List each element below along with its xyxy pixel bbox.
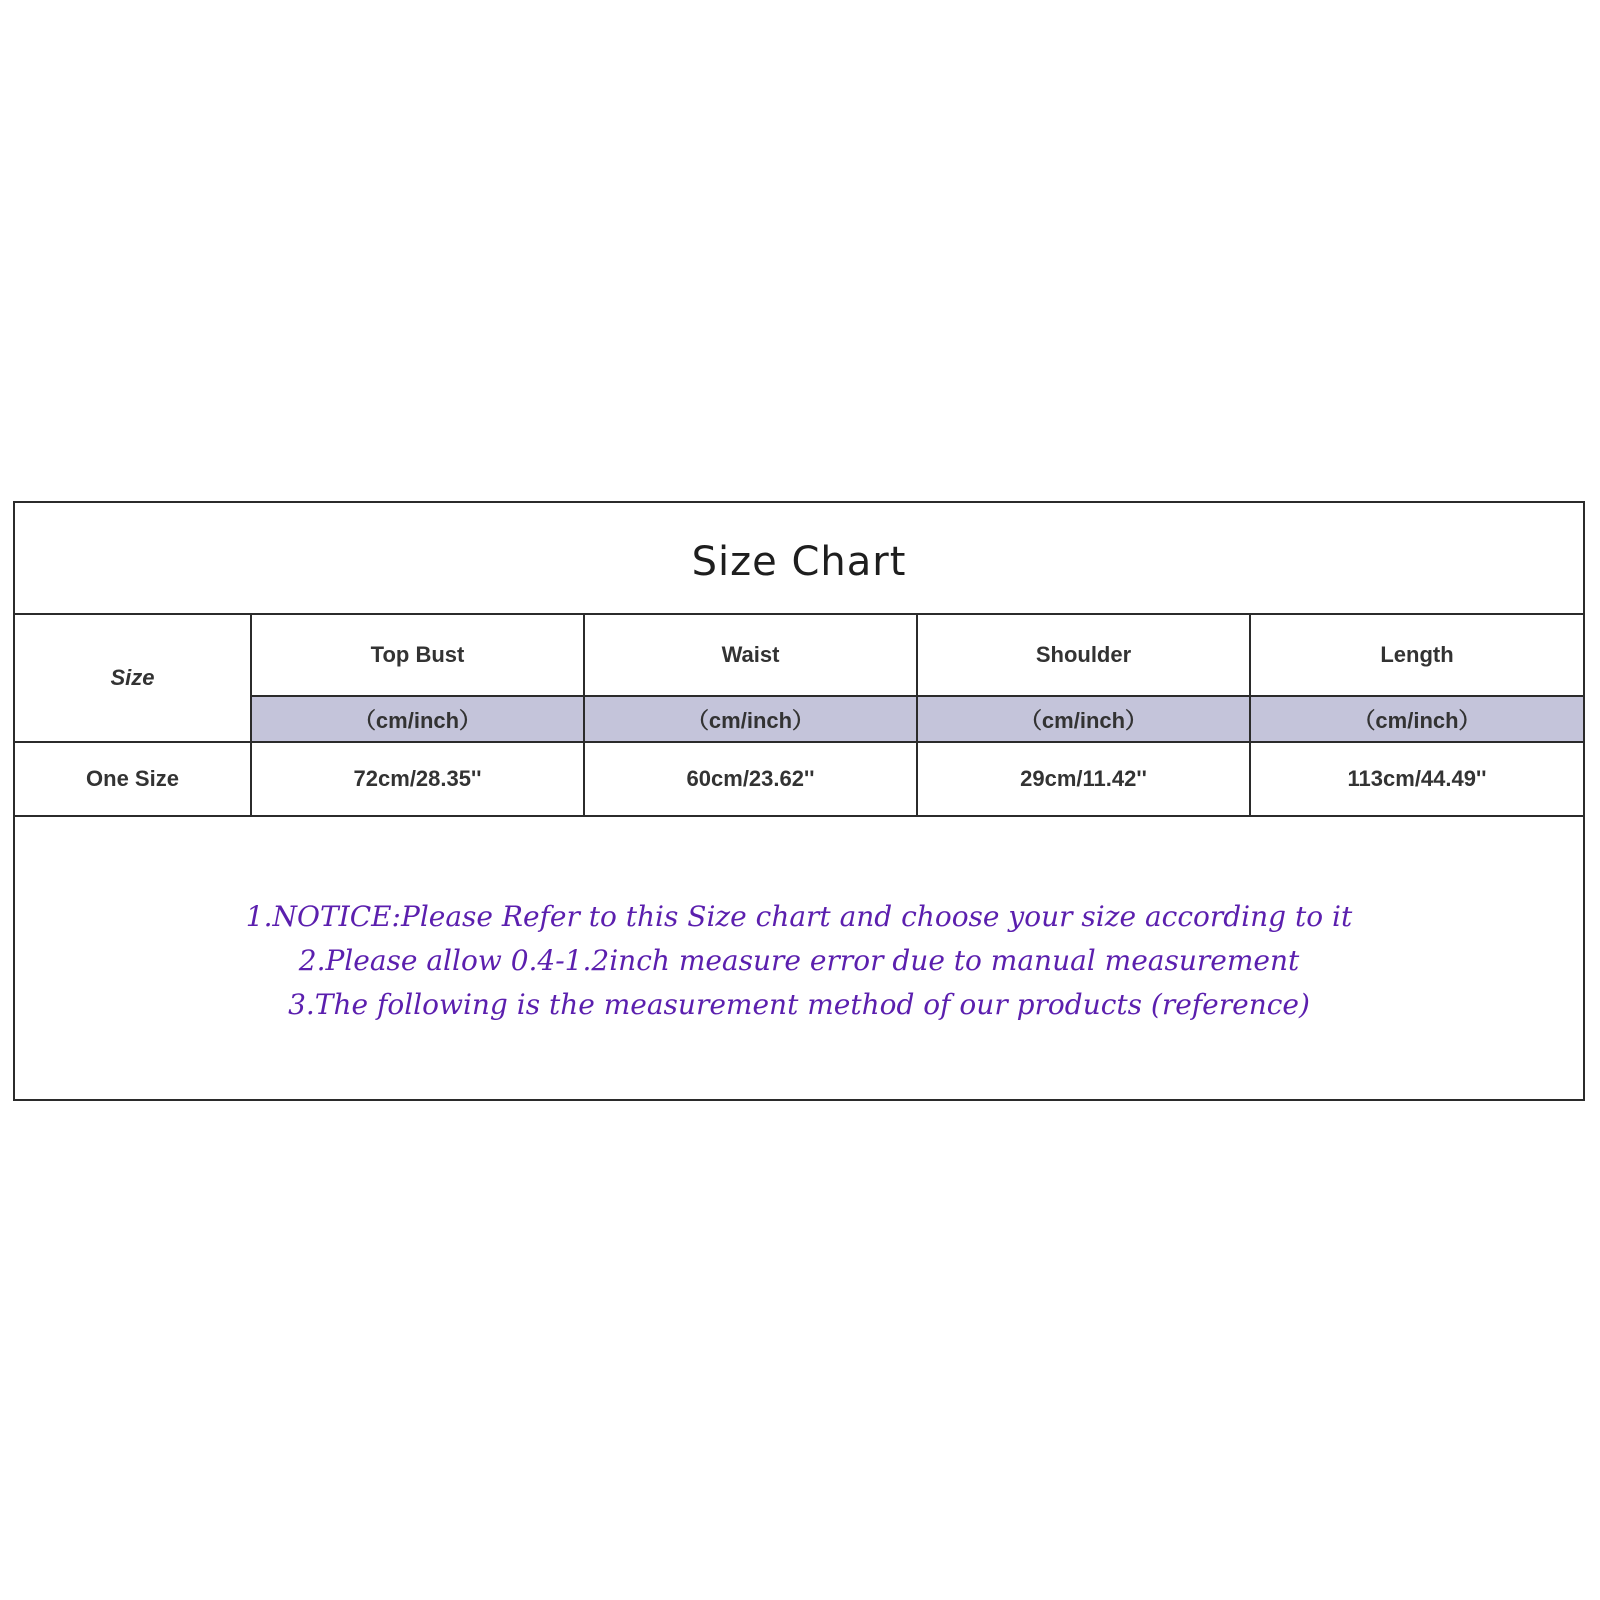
- value-cell-length: 113cm/44.49'': [1250, 742, 1583, 816]
- notes-section: [15, 821, 1583, 1101]
- size-header-cell: Size: [15, 615, 251, 742]
- column-header-shoulder: Shoulder: [917, 615, 1250, 696]
- value-cell-waist: 60cm/23.62'': [584, 742, 917, 816]
- size-chart: [13, 501, 1585, 1101]
- title-row: [15, 503, 1583, 615]
- size-cell: One Size: [15, 742, 251, 816]
- note-notice: 1.NOTICE:Please Refer to this Size chart and choose your size according to it: [245, 900, 1353, 933]
- column-header-length: Length: [1250, 615, 1583, 696]
- table-row: [15, 742, 1583, 816]
- note-measurement-method: 3.The following is the measurement method of our products (reference): [288, 988, 1310, 1021]
- table-header-row: [15, 615, 1583, 696]
- unit-cell-shoulder: （cm/inch）: [917, 696, 1250, 742]
- column-header-top-bust: Top Bust: [251, 615, 584, 696]
- unit-cell-length: （cm/inch）: [1250, 696, 1583, 742]
- unit-cell-top-bust: （cm/inch）: [251, 696, 584, 742]
- value-cell-shoulder: 29cm/11.42'': [917, 742, 1250, 816]
- column-header-waist: Waist: [584, 615, 917, 696]
- note-measure-error: 2.Please allow 0.4-1.2inch measure error due to manual measurement: [298, 944, 1300, 977]
- table-unit-row: [15, 696, 1583, 742]
- chart-title: Size Chart: [691, 539, 907, 585]
- value-cell-top-bust: 72cm/28.35'': [251, 742, 584, 816]
- unit-cell-waist: （cm/inch）: [584, 696, 917, 742]
- size-table: [15, 615, 1583, 817]
